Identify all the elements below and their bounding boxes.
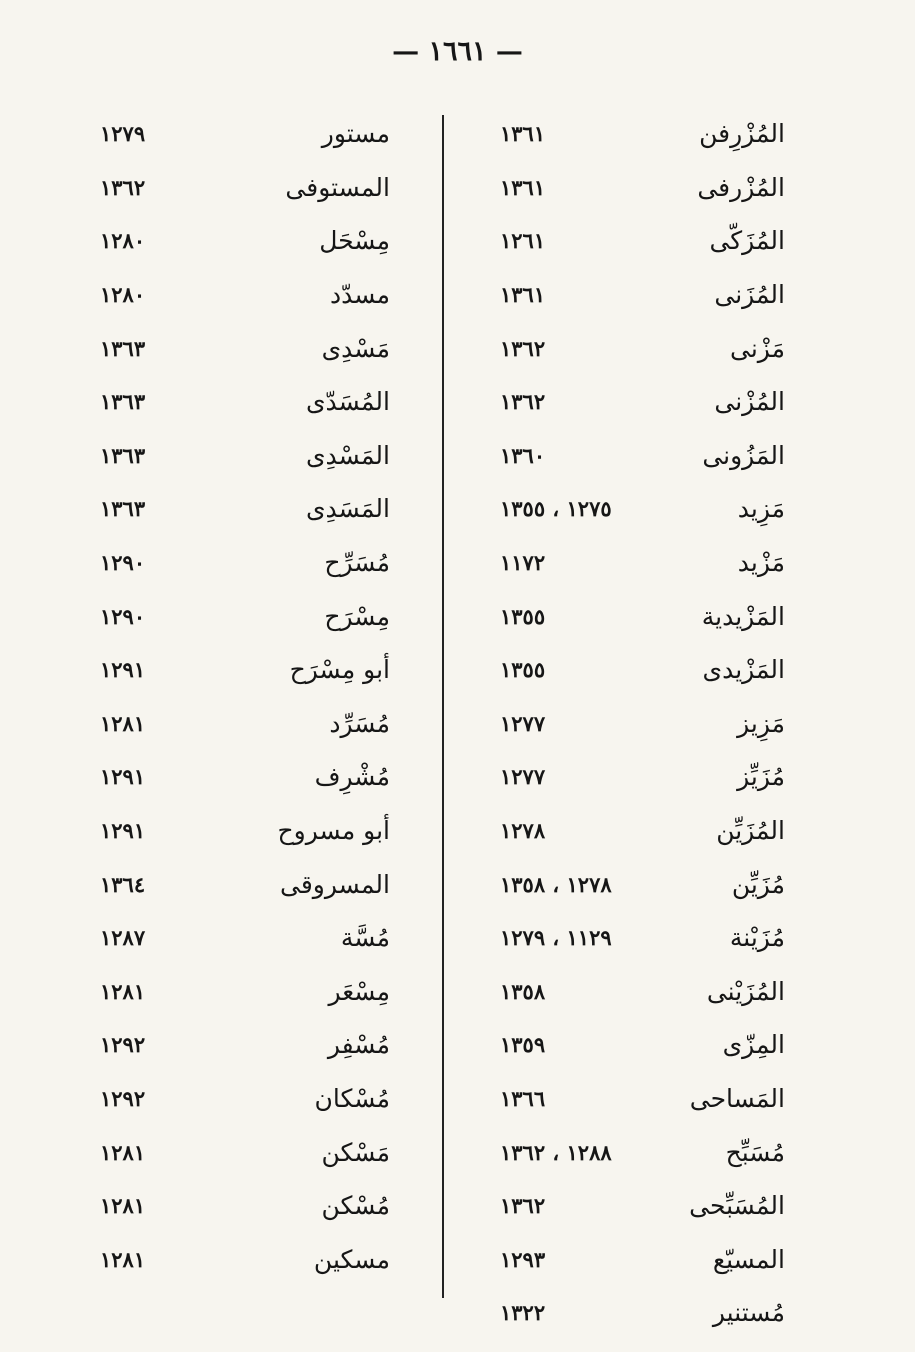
index-entry (100, 536, 390, 590)
index-entry (500, 536, 785, 590)
index-entry (100, 697, 390, 751)
index-entry (100, 750, 390, 804)
entry-name: المَزُونى (702, 440, 785, 470)
entry-page-numbers: ١٢٨١ (100, 710, 146, 736)
page-number: — ١٦٦١ — (392, 36, 523, 67)
entry-name: مسكين (313, 1244, 390, 1274)
entry-name: مُسْفِر (327, 1030, 390, 1060)
entry-name: المستوفى (285, 172, 390, 202)
entry-name: مُسَبِّح (725, 1137, 785, 1167)
entry-name: مَسْدِى (321, 333, 390, 363)
entry-page-numbers: ١١٢٩ ، ١٢٧٩ (500, 925, 612, 951)
entry-name: مَسْكن (321, 1137, 390, 1167)
entry-page-numbers: ١٢٧٨ (500, 818, 546, 844)
index-entry (500, 214, 785, 268)
entry-name: أبو مِسْرَح (289, 655, 390, 685)
entry-name: مُستنير (712, 1298, 785, 1328)
entry-page-numbers: ١٣٦٢ (500, 389, 546, 415)
index-entry (100, 268, 390, 322)
entry-name: مُشْرِف (314, 762, 390, 792)
entry-name: مُسَّة (340, 923, 390, 953)
entry-page-numbers: ١٢٨٠ (100, 282, 146, 308)
index-entry (500, 1072, 785, 1126)
entry-page-numbers: ١٢٧٨ ، ١٣٥٨ (500, 871, 612, 897)
entry-name: المُزَنى (714, 280, 785, 310)
index-entry (100, 804, 390, 858)
entry-name: مَزْنى (730, 333, 785, 363)
index-entry (100, 589, 390, 643)
index-entry (500, 911, 785, 965)
entry-name: المَساحى (689, 1083, 785, 1113)
entry-page-numbers: ١٣٦١ (500, 282, 546, 308)
index-entry (500, 1232, 785, 1286)
entry-name: المُسَدّى (305, 387, 390, 417)
entry-page-numbers: ١٣٦٢ (500, 335, 546, 361)
entry-page-numbers: ١٣٦٣ (100, 496, 146, 522)
right-column (500, 107, 785, 1340)
entry-page-numbers: ١٢٨٧ (100, 925, 146, 951)
index-entry (500, 643, 785, 697)
entry-page-numbers: ١٢٩١ (100, 657, 146, 683)
index-entry (500, 1018, 785, 1072)
entry-page-numbers: ١٣٦٣ (100, 335, 146, 361)
entry-page-numbers: ١١٧٢ (500, 550, 546, 576)
entry-page-numbers: ١٢٩٣ (500, 1246, 546, 1272)
index-entry (100, 1179, 390, 1233)
index-entry (500, 750, 785, 804)
entry-page-numbers: ١٢٧٧ (500, 764, 546, 790)
entry-name: مُسَرِّح (324, 548, 390, 578)
entry-page-numbers: ١٣٥٨ (500, 978, 546, 1004)
entry-name: مستور (321, 119, 390, 149)
index-entry (100, 161, 390, 215)
entry-page-numbers: ١٣٥٩ (500, 1032, 546, 1058)
entry-page-numbers: ١٢٩٢ (100, 1032, 146, 1058)
entry-name: المَسَدِى (305, 494, 390, 524)
index-entry (500, 161, 785, 215)
entry-name: المُزَيِّن (716, 816, 785, 846)
entry-name: المَزْيدية (701, 601, 785, 631)
index-entry (500, 965, 785, 1019)
entry-name: مَزْيد (737, 548, 785, 578)
entry-page-numbers: ١٣٦٦ (500, 1085, 546, 1111)
entry-page-numbers: ١٢٩١ (100, 764, 146, 790)
entry-name: مِسْحَل (319, 226, 390, 256)
entry-name: مُسَرِّد (329, 708, 390, 738)
index-entry (500, 429, 785, 483)
entry-name: مُزَيِّز (737, 762, 785, 792)
entry-page-numbers: ١٣٦٤ (100, 871, 146, 897)
index-entry (100, 1232, 390, 1286)
column-divider (442, 115, 444, 1298)
index-entry (100, 1125, 390, 1179)
index-entry (100, 965, 390, 1019)
entry-name: مِسْرَح (324, 601, 390, 631)
entry-page-numbers: ١٣٦٣ (100, 389, 146, 415)
index-entry (500, 1286, 785, 1340)
index-entry (100, 911, 390, 965)
index-entry (500, 1179, 785, 1233)
entry-name: المَزْيدى (702, 655, 785, 685)
index-entry (500, 268, 785, 322)
index-entry (100, 107, 390, 161)
entry-page-numbers: ١٢٨٨ ، ١٣٦٢ (500, 1139, 612, 1165)
entry-name: مُزَيِّن (731, 869, 785, 899)
entry-page-numbers: ١٢٧٥ ، ١٣٥٥ (500, 496, 612, 522)
entry-name: مُزَيْنة (729, 923, 785, 953)
index-entry (100, 321, 390, 375)
entry-name: أبو مسروح (277, 816, 390, 846)
entry-page-numbers: ١٢٨١ (100, 1246, 146, 1272)
entry-name: مُسْكان (314, 1083, 390, 1113)
entry-page-numbers: ١٢٨١ (100, 1139, 146, 1165)
entry-page-numbers: ١٢٩٠ (100, 603, 146, 629)
index-entry (100, 857, 390, 911)
entry-name: المُزْنى (714, 387, 785, 417)
entry-name: المِزّى (722, 1030, 785, 1060)
entry-page-numbers: ١٣٥٥ (500, 603, 546, 629)
entry-name: المُزَكّى (709, 226, 785, 256)
entry-page-numbers: ١٣٦٢ (500, 1193, 546, 1219)
index-entry (100, 482, 390, 536)
index-entry (100, 1072, 390, 1126)
entry-page-numbers: ١٢٦١ (500, 228, 546, 254)
entry-page-numbers: ١٢٧٧ (500, 710, 546, 736)
entry-page-numbers: ١٢٨١ (100, 978, 146, 1004)
index-entry (500, 804, 785, 858)
entry-page-numbers: ١٣٦٣ (100, 442, 146, 468)
entry-page-numbers: ١٣٥٥ (500, 657, 546, 683)
entry-name: المُزْرِفن (699, 119, 785, 149)
entry-name: المسيّع (712, 1244, 785, 1274)
entry-page-numbers: ١٣٦١ (500, 121, 546, 147)
entry-name: المَسْدِى (305, 440, 390, 470)
entry-name: المسروقى (280, 869, 390, 899)
index-entry (500, 482, 785, 536)
entry-name: مَزِيز (737, 708, 785, 738)
entry-page-numbers: ١٣٦١ (500, 174, 546, 200)
entry-name: مَزِيد (737, 494, 785, 524)
entry-page-numbers: ١٢٨١ (100, 1193, 146, 1219)
entry-name: المُزْرفى (697, 172, 785, 202)
index-entry (500, 697, 785, 751)
index-entry (500, 1125, 785, 1179)
entry-name: المُسَبِّحى (689, 1191, 785, 1221)
index-entry (500, 589, 785, 643)
index-entry (500, 375, 785, 429)
entry-page-numbers: ١٢٧٩ (100, 121, 146, 147)
entry-name: مِسْعَر (328, 976, 390, 1006)
index-entry (100, 1018, 390, 1072)
entry-name: المُزَيْنى (706, 976, 785, 1006)
entry-page-numbers: ١٢٩١ (100, 818, 146, 844)
entry-page-numbers: ١٢٩٢ (100, 1085, 146, 1111)
entry-page-numbers: ١٣٦٢ (100, 174, 146, 200)
left-column (100, 107, 390, 1286)
index-entry (100, 214, 390, 268)
entry-name: مُسْكن (321, 1191, 390, 1221)
entry-page-numbers: ١٣٦٠ (500, 442, 546, 468)
index-entry (100, 375, 390, 429)
index-entry (500, 321, 785, 375)
entry-name: مسدّد (330, 280, 390, 310)
index-entry (500, 857, 785, 911)
index-entry (100, 643, 390, 697)
index-entry (500, 107, 785, 161)
entry-page-numbers: ١٢٩٠ (100, 550, 146, 576)
index-entry (100, 429, 390, 483)
entry-page-numbers: ١٣٢٢ (500, 1300, 546, 1326)
entry-page-numbers: ١٢٨٠ (100, 228, 146, 254)
